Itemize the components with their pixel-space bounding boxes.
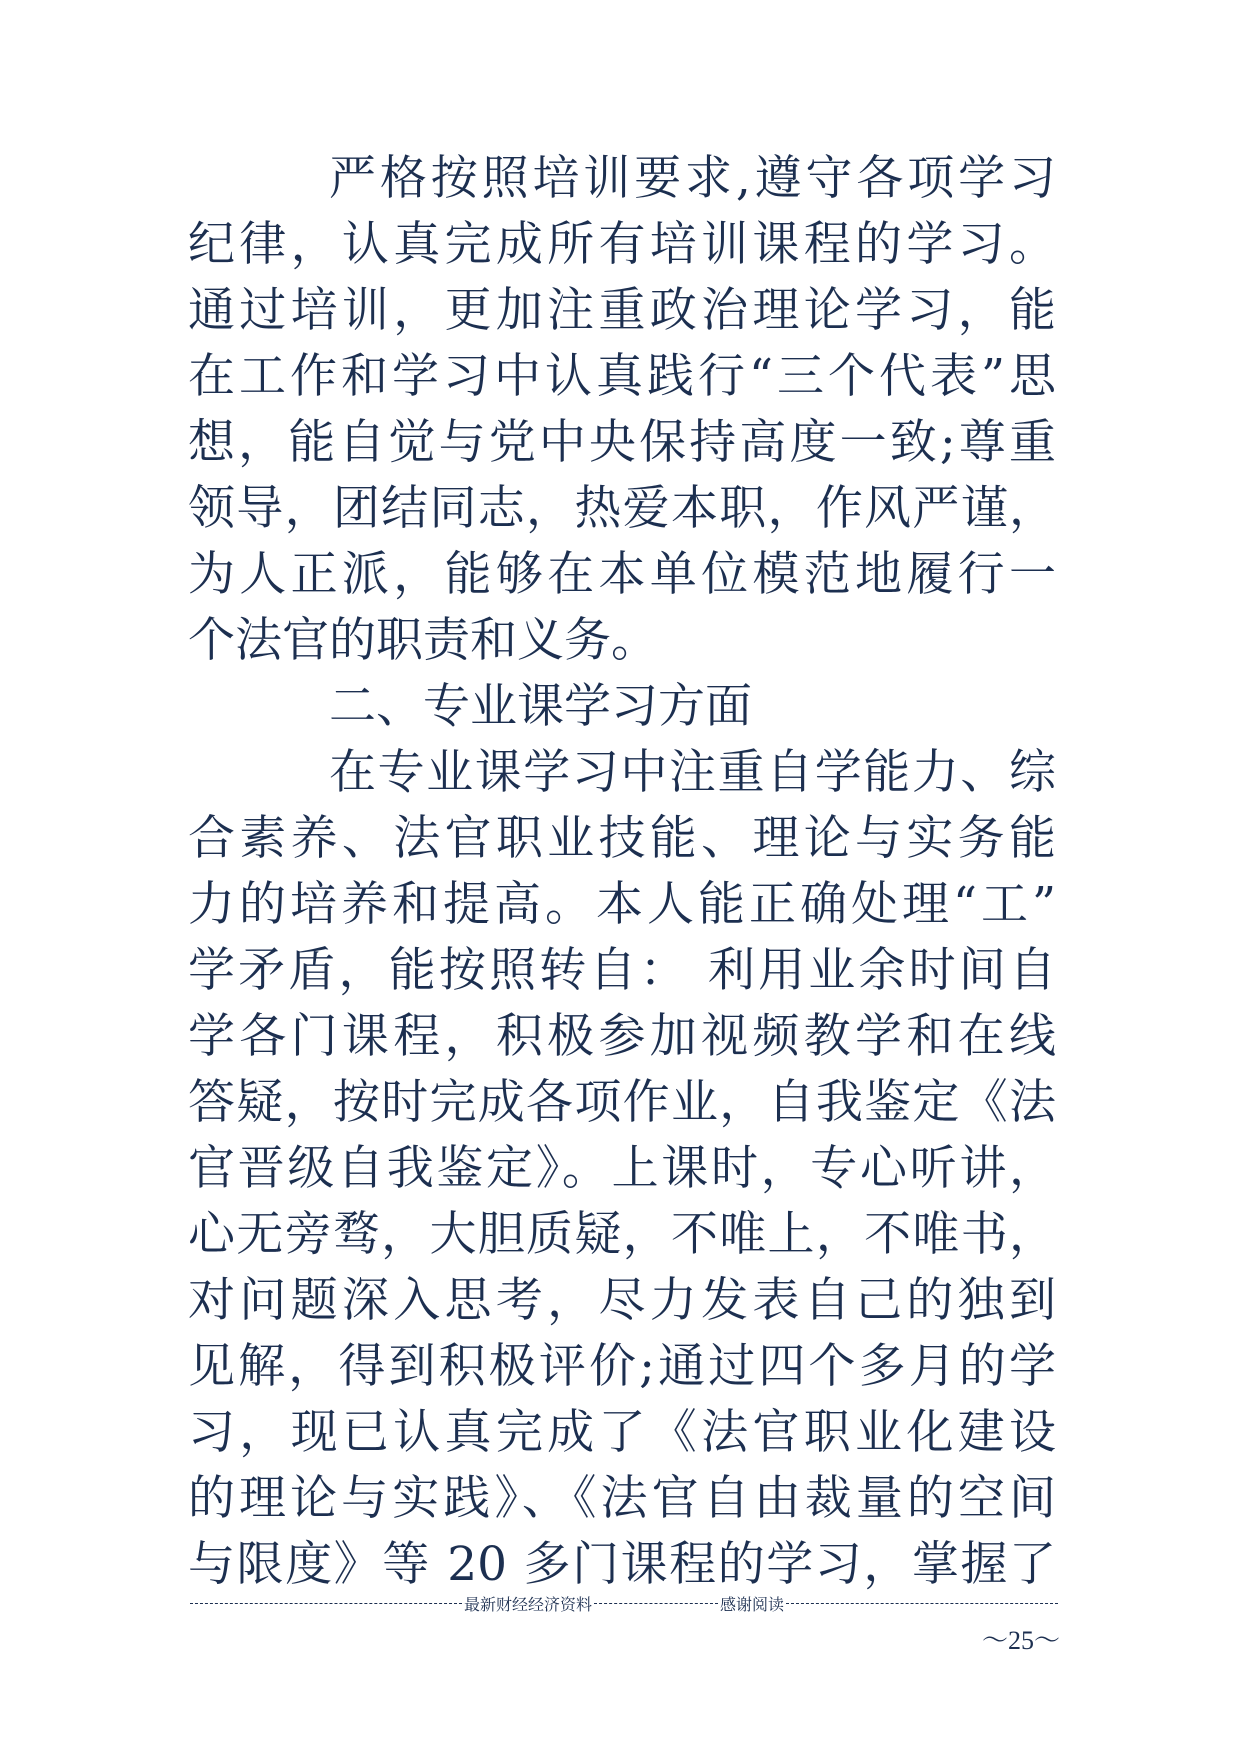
footer-rule [188, 1592, 1060, 1614]
page-number: ～25～ [981, 1626, 1060, 1655]
text-line: 通过培训，更加注重政治理论学习，能 [188, 283, 1056, 338]
text-line: 的理论与实践》、《法官自由裁量的空间 [188, 1471, 1056, 1526]
text-line: 力的培养和提高。本人能正确处理“工” [188, 877, 1056, 932]
footer-left-label: 最新财经经济资料 [463, 1594, 592, 1614]
text-line: 领导，团结同志，热爱本职，作风严谨， [188, 481, 1056, 536]
text-line: 在工作和学习中认真践行“三个代表”思 [188, 349, 1056, 404]
footer-dash-divider [190, 1603, 462, 1604]
text-line: 合素养、法官职业技能、理论与实务能 [188, 811, 1056, 866]
text-line: 官晋级自我鉴定》。上课时，专心听讲， [188, 1141, 1056, 1196]
text-line: 见解，得到积极评价;通过四个多月的学 [188, 1339, 1056, 1394]
text-line: 习，现已认真完成了《法官职业化建设 [188, 1405, 1056, 1460]
text-line: 学矛盾，能按照转自： 利用业余时间自 [188, 943, 1056, 998]
footer-right-label: 感谢阅读 [720, 1594, 785, 1614]
text-line: 心无旁骛，大胆质疑，不唯上，不唯书， [188, 1207, 1056, 1262]
text-line: 对问题深入思考，尽力发表自己的独到 [188, 1273, 1056, 1328]
text-line: 个法官的职责和义务。 [188, 613, 658, 668]
footer-dash-divider [786, 1603, 1058, 1604]
text-line: 答疑，按时完成各项作业，自我鉴定《法 [188, 1075, 1056, 1130]
text-line: 与限度》等 20 多门课程的学习，掌握了 [188, 1537, 1056, 1592]
text-line: 严格按照培训要求,遵守各项学习 [329, 151, 1056, 206]
text-line: 纪律，认真完成所有培训课程的学习。 [188, 217, 1056, 272]
text-line: 学各门课程，积极参加视频教学和在线 [188, 1009, 1056, 1064]
text-line: 想，能自觉与党中央保持高度一致;尊重 [188, 415, 1056, 470]
body-text [188, 146, 1056, 1598]
text-line: 在专业课学习中注重自学能力、综 [329, 745, 1056, 800]
section-heading: 二、专业课学习方面 [329, 679, 752, 734]
text-line: 为人正派，能够在本单位模范地履行一 [188, 547, 1056, 602]
footer-dash-divider [594, 1603, 718, 1604]
